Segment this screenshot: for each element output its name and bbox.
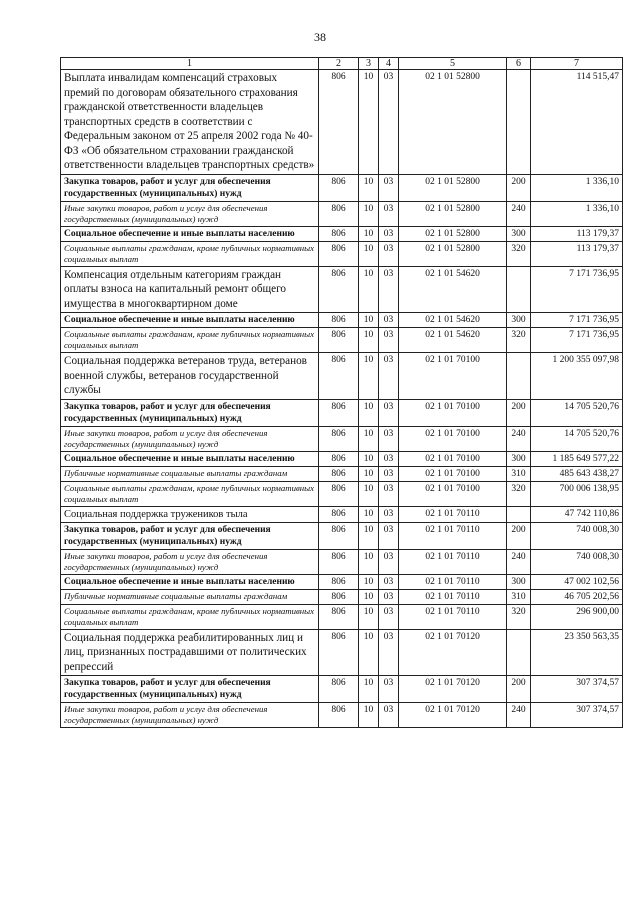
row-amount-cell: 14 705 520,76: [531, 426, 623, 451]
row-admin-code-cell: 806: [319, 451, 359, 466]
row-target-article-cell: 02 1 01 70120: [399, 629, 507, 676]
row-amount-cell: 740 008,30: [531, 549, 623, 574]
row-target-article-cell: 02 1 01 52800: [399, 226, 507, 241]
row-subsection-cell: 03: [379, 522, 399, 549]
row-expense-type-cell: 200: [507, 399, 531, 426]
row-name-cell: Закупка товаров, работ и услуг для обеспечения государственных (муниципальных) нужд: [61, 522, 319, 549]
row-expense-type-cell: 200: [507, 676, 531, 703]
row-subsection-cell: 03: [379, 328, 399, 353]
row-expense-type-cell: 320: [507, 241, 531, 266]
row-admin-code-cell: 806: [319, 574, 359, 589]
row-admin-code-cell: 806: [319, 481, 359, 506]
table-row: [61, 481, 623, 506]
row-name-cell: Публичные нормативные социальные выплаты гражданам: [61, 466, 319, 481]
row-section-cell: 10: [359, 629, 379, 676]
row-expense-type-cell: 300: [507, 451, 531, 466]
row-name-cell: Социальная поддержка тружеников тыла: [61, 506, 319, 522]
row-amount-cell: 1 200 355 097,98: [531, 353, 623, 400]
row-target-article-cell: 02 1 01 70110: [399, 589, 507, 604]
row-admin-code-cell: 806: [319, 241, 359, 266]
row-target-article-cell: 02 1 01 52800: [399, 174, 507, 201]
row-name-cell: Социальные выплаты гражданам, кроме публичных нормативных социальных выплат: [61, 481, 319, 506]
table-row: [61, 589, 623, 604]
row-name-cell: Выплата инвалидам компенсаций страховых премий по договорам обязательного страхования гражданской ответственности владельцев транспортных средств в соответствии с Федеральным законом от 25 апреля 2002 года № 40-ФЗ «Об обязательном страховании гражданской ответственности владельцев транспортных средств»: [61, 70, 319, 175]
row-admin-code-cell: 806: [319, 353, 359, 400]
row-expense-type-cell: 300: [507, 574, 531, 589]
row-admin-code-cell: 806: [319, 328, 359, 353]
row-target-article-cell: 02 1 01 70100: [399, 426, 507, 451]
row-target-article-cell: 02 1 01 70110: [399, 522, 507, 549]
row-target-article-cell: 02 1 01 54620: [399, 328, 507, 353]
row-section-cell: 10: [359, 313, 379, 328]
row-section-cell: 10: [359, 426, 379, 451]
row-admin-code-cell: 806: [319, 629, 359, 676]
row-section-cell: 10: [359, 226, 379, 241]
row-admin-code-cell: 806: [319, 70, 359, 175]
row-section-cell: 10: [359, 241, 379, 266]
row-name-cell: Социальное обеспечение и иные выплаты населению: [61, 574, 319, 589]
row-amount-cell: 113 179,37: [531, 241, 623, 266]
row-name-cell: Социальное обеспечение и иные выплаты населению: [61, 451, 319, 466]
row-admin-code-cell: 806: [319, 201, 359, 226]
row-target-article-cell: 02 1 01 70120: [399, 703, 507, 728]
row-subsection-cell: 03: [379, 549, 399, 574]
row-amount-cell: 485 643 438,27: [531, 466, 623, 481]
header-cell: 1: [61, 58, 319, 70]
table-row: [61, 703, 623, 728]
table-row: [61, 549, 623, 574]
row-target-article-cell: 02 1 01 70110: [399, 549, 507, 574]
row-admin-code-cell: 806: [319, 226, 359, 241]
row-amount-cell: 700 006 138,95: [531, 481, 623, 506]
row-amount-cell: 46 705 202,56: [531, 589, 623, 604]
table-row: [61, 226, 623, 241]
row-amount-cell: 47 002 102,56: [531, 574, 623, 589]
row-subsection-cell: 03: [379, 313, 399, 328]
row-target-article-cell: 02 1 01 70120: [399, 676, 507, 703]
row-subsection-cell: 03: [379, 353, 399, 400]
header-cell: 5: [399, 58, 507, 70]
row-section-cell: 10: [359, 574, 379, 589]
row-expense-type-cell: [507, 353, 531, 400]
table-row: [61, 70, 623, 175]
row-admin-code-cell: 806: [319, 522, 359, 549]
row-subsection-cell: 03: [379, 589, 399, 604]
row-expense-type-cell: [507, 70, 531, 175]
row-target-article-cell: 02 1 01 70110: [399, 506, 507, 522]
table-row: [61, 604, 623, 629]
row-target-article-cell: 02 1 01 52800: [399, 241, 507, 266]
row-name-cell: Социальные выплаты гражданам, кроме публичных нормативных социальных выплат: [61, 328, 319, 353]
row-subsection-cell: 03: [379, 201, 399, 226]
row-expense-type-cell: [507, 629, 531, 676]
row-subsection-cell: 03: [379, 241, 399, 266]
row-expense-type-cell: 320: [507, 604, 531, 629]
row-name-cell: Закупка товаров, работ и услуг для обеспечения государственных (муниципальных) нужд: [61, 676, 319, 703]
row-expense-type-cell: [507, 506, 531, 522]
row-expense-type-cell: 300: [507, 313, 531, 328]
row-name-cell: Закупка товаров, работ и услуг для обеспечения государственных (муниципальных) нужд: [61, 399, 319, 426]
row-subsection-cell: 03: [379, 451, 399, 466]
row-target-article-cell: 02 1 01 70100: [399, 353, 507, 400]
row-section-cell: 10: [359, 604, 379, 629]
row-admin-code-cell: 806: [319, 174, 359, 201]
row-subsection-cell: 03: [379, 466, 399, 481]
table-row: [61, 313, 623, 328]
row-amount-cell: 7 171 736,95: [531, 328, 623, 353]
header-cell: 2: [319, 58, 359, 70]
table-row: [61, 676, 623, 703]
row-admin-code-cell: 806: [319, 466, 359, 481]
row-target-article-cell: 02 1 01 70100: [399, 399, 507, 426]
row-expense-type-cell: 310: [507, 466, 531, 481]
row-amount-cell: 307 374,57: [531, 676, 623, 703]
row-section-cell: 10: [359, 676, 379, 703]
table-row: [61, 522, 623, 549]
table-row: [61, 201, 623, 226]
table-row: [61, 266, 623, 313]
row-amount-cell: 1 336,10: [531, 174, 623, 201]
header-cell: 4: [379, 58, 399, 70]
row-section-cell: 10: [359, 703, 379, 728]
row-subsection-cell: 03: [379, 703, 399, 728]
row-expense-type-cell: 240: [507, 549, 531, 574]
row-subsection-cell: 03: [379, 399, 399, 426]
row-subsection-cell: 03: [379, 266, 399, 313]
row-admin-code-cell: 806: [319, 506, 359, 522]
row-target-article-cell: 02 1 01 70110: [399, 574, 507, 589]
row-amount-cell: 113 179,37: [531, 226, 623, 241]
row-subsection-cell: 03: [379, 481, 399, 506]
row-amount-cell: 14 705 520,76: [531, 399, 623, 426]
table-row: [61, 328, 623, 353]
row-subsection-cell: 03: [379, 574, 399, 589]
header-cell: 7: [531, 58, 623, 70]
row-name-cell: Социальное обеспечение и иные выплаты населению: [61, 313, 319, 328]
row-amount-cell: 47 742 110,86: [531, 506, 623, 522]
header-cell: 6: [507, 58, 531, 70]
row-subsection-cell: 03: [379, 174, 399, 201]
row-target-article-cell: 02 1 01 54620: [399, 313, 507, 328]
row-name-cell: Публичные нормативные социальные выплаты гражданам: [61, 589, 319, 604]
row-expense-type-cell: 320: [507, 481, 531, 506]
row-amount-cell: 1 336,10: [531, 201, 623, 226]
row-subsection-cell: 03: [379, 629, 399, 676]
row-name-cell: Закупка товаров, работ и услуг для обеспечения государственных (муниципальных) нужд: [61, 174, 319, 201]
row-section-cell: 10: [359, 266, 379, 313]
row-section-cell: 10: [359, 201, 379, 226]
row-section-cell: 10: [359, 522, 379, 549]
row-admin-code-cell: 806: [319, 313, 359, 328]
row-name-cell: Социальная поддержка ветеранов труда, ветеранов военной службы, ветеранов государственной службы: [61, 353, 319, 400]
table-row: [61, 506, 623, 522]
row-section-cell: 10: [359, 506, 379, 522]
row-admin-code-cell: 806: [319, 604, 359, 629]
row-name-cell: Иные закупки товаров, работ и услуг для обеспечения государственных (муниципальных) нужд: [61, 703, 319, 728]
row-target-article-cell: 02 1 01 70110: [399, 604, 507, 629]
row-amount-cell: 7 171 736,95: [531, 266, 623, 313]
table-row: [61, 241, 623, 266]
table-row: [61, 629, 623, 676]
row-expense-type-cell: 300: [507, 226, 531, 241]
row-target-article-cell: 02 1 01 70100: [399, 451, 507, 466]
row-subsection-cell: 03: [379, 604, 399, 629]
row-admin-code-cell: 806: [319, 426, 359, 451]
page-number: 38: [314, 30, 326, 44]
row-amount-cell: 307 374,57: [531, 703, 623, 728]
row-subsection-cell: 03: [379, 70, 399, 175]
table-row: [61, 466, 623, 481]
row-subsection-cell: 03: [379, 426, 399, 451]
row-section-cell: 10: [359, 174, 379, 201]
row-subsection-cell: 03: [379, 676, 399, 703]
row-admin-code-cell: 806: [319, 676, 359, 703]
row-name-cell: Социальная поддержка реабилитированных лиц и лиц, признанных пострадавшими от политических репрессий: [61, 629, 319, 676]
row-amount-cell: 23 350 563,35: [531, 629, 623, 676]
row-admin-code-cell: 806: [319, 703, 359, 728]
row-expense-type-cell: 320: [507, 328, 531, 353]
row-expense-type-cell: 310: [507, 589, 531, 604]
header-cell: 3: [359, 58, 379, 70]
row-subsection-cell: 03: [379, 226, 399, 241]
row-section-cell: 10: [359, 589, 379, 604]
row-name-cell: Социальные выплаты гражданам, кроме публичных нормативных социальных выплат: [61, 241, 319, 266]
row-amount-cell: 740 008,30: [531, 522, 623, 549]
row-subsection-cell: 03: [379, 506, 399, 522]
row-admin-code-cell: 806: [319, 589, 359, 604]
row-section-cell: 10: [359, 481, 379, 506]
row-target-article-cell: 02 1 01 52800: [399, 201, 507, 226]
table-row: [61, 426, 623, 451]
row-name-cell: Иные закупки товаров, работ и услуг для обеспечения государственных (муниципальных) нужд: [61, 426, 319, 451]
row-section-cell: 10: [359, 549, 379, 574]
row-expense-type-cell: 200: [507, 174, 531, 201]
row-amount-cell: 114 515,47: [531, 70, 623, 175]
table-header-row: [61, 58, 623, 70]
row-admin-code-cell: 806: [319, 549, 359, 574]
table-row: [61, 353, 623, 400]
row-expense-type-cell: 240: [507, 201, 531, 226]
row-admin-code-cell: 806: [319, 266, 359, 313]
row-target-article-cell: 02 1 01 54620: [399, 266, 507, 313]
row-section-cell: 10: [359, 399, 379, 426]
row-amount-cell: 7 171 736,95: [531, 313, 623, 328]
row-amount-cell: 1 185 649 577,22: [531, 451, 623, 466]
row-expense-type-cell: [507, 266, 531, 313]
table-row: [61, 399, 623, 426]
table-row: [61, 174, 623, 201]
table-row: [61, 451, 623, 466]
row-name-cell: Социальное обеспечение и иные выплаты населению: [61, 226, 319, 241]
row-section-cell: 10: [359, 451, 379, 466]
budget-table: [60, 57, 623, 728]
row-section-cell: 10: [359, 70, 379, 175]
row-name-cell: Социальные выплаты гражданам, кроме публичных нормативных социальных выплат: [61, 604, 319, 629]
row-name-cell: Иные закупки товаров, работ и услуг для обеспечения государственных (муниципальных) нужд: [61, 549, 319, 574]
table-row: [61, 574, 623, 589]
row-section-cell: 10: [359, 353, 379, 400]
row-name-cell: Иные закупки товаров, работ и услуг для обеспечения государственных (муниципальных) нужд: [61, 201, 319, 226]
row-target-article-cell: 02 1 01 52800: [399, 70, 507, 175]
row-name-cell: Компенсация отдельным категориям граждан оплаты взноса на капитальный ремонт общего имущества в многоквартирном доме: [61, 266, 319, 313]
row-section-cell: 10: [359, 466, 379, 481]
row-target-article-cell: 02 1 01 70100: [399, 466, 507, 481]
row-section-cell: 10: [359, 328, 379, 353]
row-target-article-cell: 02 1 01 70100: [399, 481, 507, 506]
row-expense-type-cell: 200: [507, 522, 531, 549]
row-amount-cell: 296 900,00: [531, 604, 623, 629]
row-expense-type-cell: 240: [507, 703, 531, 728]
row-admin-code-cell: 806: [319, 399, 359, 426]
row-expense-type-cell: 240: [507, 426, 531, 451]
